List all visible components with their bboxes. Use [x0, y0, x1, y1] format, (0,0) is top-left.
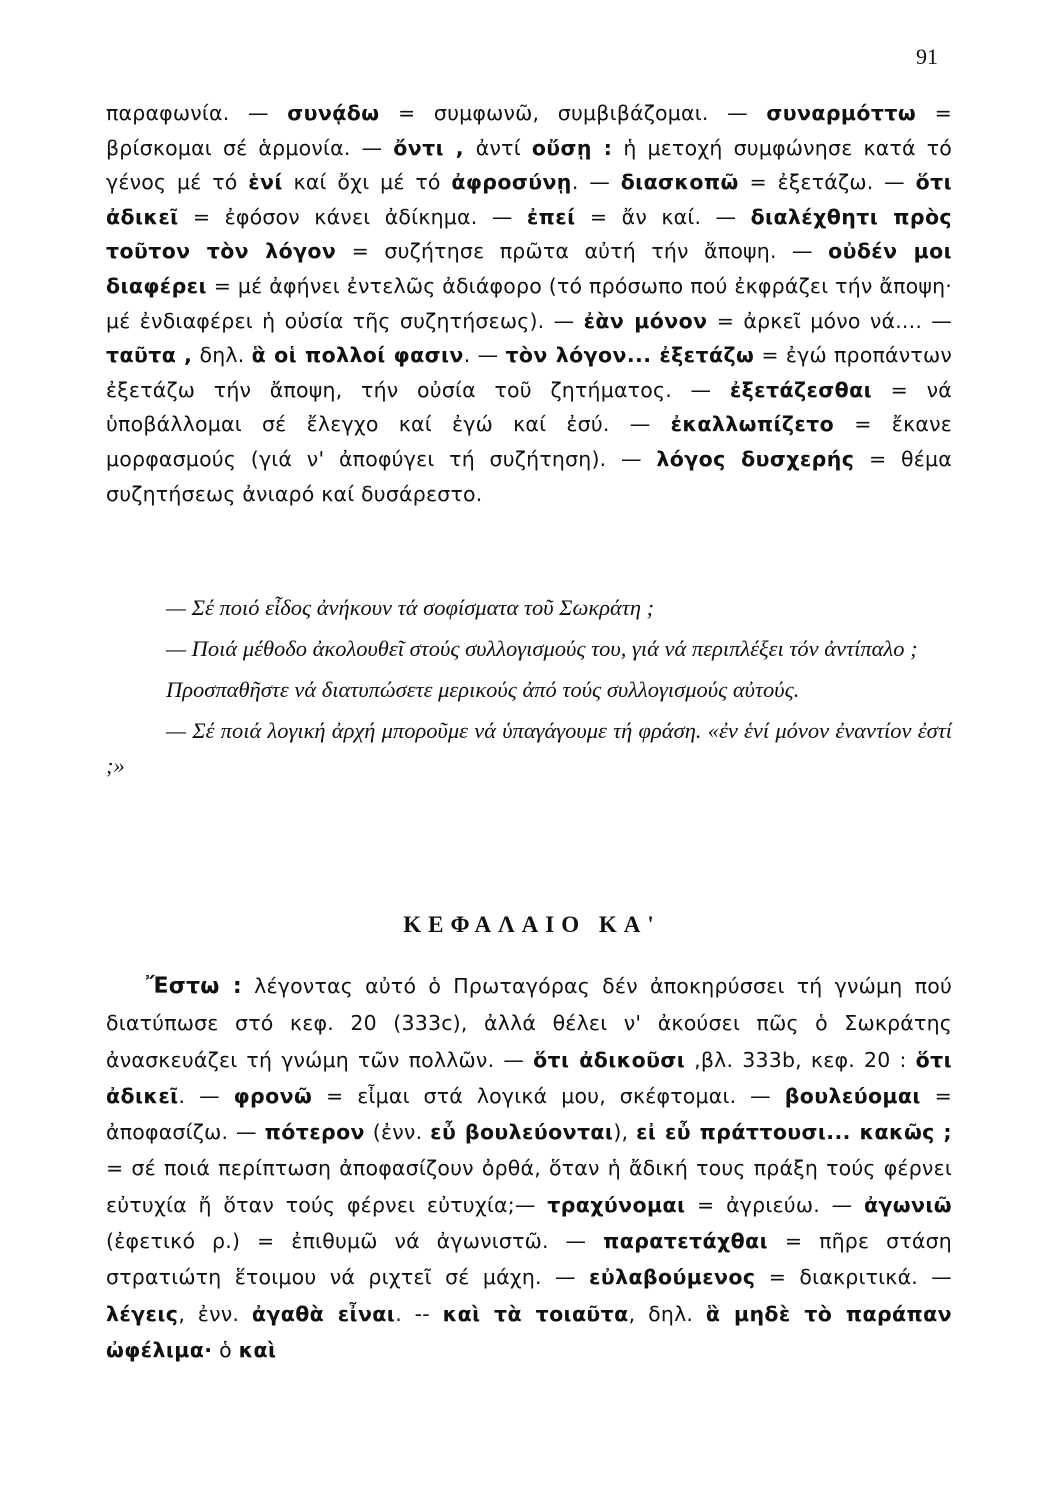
gloss-term: εἰ εὖ πράττουσι... κακῶς ;	[636, 1120, 952, 1145]
gloss-definition: = διακριτικά. —	[755, 1265, 952, 1290]
gloss-term: ὄντι ,	[393, 135, 476, 160]
gloss-term: ἃ μηδὲ τὸ παράπαν ὠφέλιμα·	[106, 1301, 952, 1362]
gloss-definition: = ἐξετάζω. —	[738, 170, 916, 195]
gloss-definition: . —	[571, 170, 621, 195]
question-3: Προσπαθῆστε νά διατυπώσετε μερικούς ἀπό τούς συλλογισμούς αὐτούς.	[166, 677, 800, 702]
gloss-definition: . --	[395, 1301, 443, 1326]
gloss-term: ἐπεί	[526, 204, 576, 229]
gloss-term: ἀφροσύνῃ	[451, 170, 572, 195]
gloss-term: ὅτι ἀδικεῖ	[106, 1047, 952, 1108]
gloss-term: καὶ	[238, 1337, 277, 1362]
gloss-term: οὔσῃ :	[531, 135, 613, 160]
gloss-term: ὅτι ἀδικεῖ	[106, 170, 952, 229]
gloss-term: διασκοπῶ	[620, 170, 739, 195]
gloss-term: συναρμόττω	[766, 101, 917, 125]
question-2: — Ποιά μέθοδο ἀκολουθεῖ στούς συλλογισμούς του, γιά νά περιπλέξει τόν ἀντίπαλο ;	[166, 636, 918, 661]
gloss-definition: . —	[463, 343, 506, 368]
gloss-term: παρατετάχθαι	[603, 1229, 768, 1254]
gloss-term: βουλεύομαι	[784, 1083, 921, 1108]
gloss-definition: = συζήτησε πρῶτα αὐτή τήν ἄποψη. —	[336, 239, 829, 264]
gloss-term: συνᾴδω	[287, 101, 380, 125]
gloss-term: καὶ τὰ τοιαῦτα	[442, 1301, 629, 1326]
gloss-definition: = συμφωνῶ, συμβιβάζομαι. —	[379, 101, 767, 125]
gloss-term: διαλέχθητι πρὸς τοῦτον τὸν λόγον	[106, 204, 952, 264]
gloss-term: πότερον	[264, 1120, 365, 1145]
gloss-definition: ὁ	[212, 1337, 239, 1362]
gloss-definition: ἀντί	[475, 135, 532, 160]
gloss-definition: = βρίσκομαι σέ ἁρμονία. —	[106, 101, 952, 160]
gloss-definition: = εἶμαι στά λογικά μου, σκέφτομαι. —	[312, 1083, 785, 1108]
gloss-definition: καί ὄχι μέ τό	[282, 170, 452, 195]
questions-section	[106, 590, 952, 789]
gloss-definition: ἡ μετοχή συμφώνησε κατά τό γένος μέ τό	[106, 135, 952, 195]
gloss-definition: = μέ ἀφήνει ἐντελῶς ἀδιάφορο (τό πρόσωπο πού ἐκφράζει τήν ἄποψη· μέ ἐνδιαφέρει ἡ οὐσία τῆς συζητήσεως). —	[106, 273, 952, 333]
gloss-definition: = θέμα συζητήσεως ἀνιαρό καί δυσάρεστο.	[106, 446, 952, 506]
gloss-term: λέγεις	[106, 1301, 179, 1326]
gloss-definition: ,βλ. 333b, κεφ. 20 :	[685, 1047, 916, 1072]
gloss-definition: = ἐγώ προπάντων ἐξετάζω τήν ἄποψη, τήν οὐσία τοῦ ζητήματος. —	[106, 343, 952, 402]
gloss-term: ἀγαθὰ εἶναι	[251, 1301, 396, 1326]
gloss-definition: = ἔκανε μορφασμούς (γιά ν' ἀποφύγει τή συζήτηση). —	[106, 412, 952, 471]
gloss-term: τραχύνομαι	[547, 1192, 686, 1217]
gloss-term: εὖ βουλεύονται	[430, 1120, 614, 1145]
gloss-definition: , δηλ.	[628, 1301, 706, 1326]
gloss-term: ἐὰν μόνον	[583, 308, 708, 333]
gloss-term: λόγος δυσχερής	[656, 446, 855, 471]
gloss-term: οὐδέν μοι διαφέρει	[106, 239, 953, 298]
gloss-definition: = ἄν καί. —	[575, 204, 751, 229]
gloss-section-1	[106, 96, 952, 511]
gloss-definition: λέγοντας αὐτό ὁ Πρωταγόρας δέν ἀποκηρύσσει τή γνώμη πού διατύπωσε στό κεφ. 20 (333c), ἀλλά θέλει ν' ἀκούσει πῶς ὁ Σωκράτης ἀνασκευάζει τή γνώμη τῶν πολλῶν. —	[106, 974, 952, 1072]
gloss-term: ταῦτα ,	[106, 343, 193, 368]
gloss-term: ἐξετάζεσθαι	[729, 377, 873, 402]
question-4: — Σέ ποιά λογική ἀρχή μποροῦμε νά ὑπαγάγουμε τή φράση. «ἐν ἑνί μόνον ἐναντίον ἐστί ;»	[106, 718, 952, 778]
gloss-definition: = ἀποφασίζω. —	[106, 1083, 953, 1145]
gloss-term: εὐλαβούμενος	[589, 1265, 756, 1290]
gloss-definition: . —	[178, 1083, 234, 1108]
gloss-section-2-first-word: Ἔστω :	[146, 974, 242, 999]
gloss-section-2-body	[106, 974, 952, 1362]
gloss-definition: ),	[613, 1120, 637, 1145]
gloss-definition: = πῆρε στάση στρατιώτη ἕτοιμου νά ριχτεῖ σέ μάχη. —	[106, 1229, 952, 1290]
gloss-definition: (ἐφετικό ρ.) = ἐπιθυμῶ νά ἀγωνιστῶ. —	[106, 1229, 604, 1254]
question-1: — Σέ ποιό εἶδος ἀνήκουν τά σοφίσματα τοῦ Σωκράτη ;	[166, 595, 655, 620]
gloss-term: ἐκαλλωπίζετο	[670, 412, 835, 437]
gloss-definition: , ἐνν.	[178, 1301, 252, 1326]
gloss-definition: παραφωνία. —	[106, 101, 288, 125]
gloss-term: ἑνί	[248, 170, 283, 195]
gloss-section-2	[106, 968, 952, 1368]
gloss-term: ἀγωνιῶ	[863, 1192, 952, 1217]
gloss-definition: δηλ.	[192, 343, 252, 368]
gloss-term: τὸν λόγον... ἐξετάζω	[505, 343, 755, 368]
gloss-definition: (ἐνν.	[364, 1120, 431, 1145]
gloss-definition: = ἀρκεῖ μόνο νά.... —	[707, 308, 953, 333]
gloss-definition: = ἀγριεύω. —	[685, 1192, 864, 1217]
gloss-term: φρονῶ	[233, 1083, 313, 1108]
gloss-term: ἃ οἱ πολλοί φασιν	[251, 343, 464, 368]
chapter-title: ΚΕΦΑΛΑΙΟ ΚΑ'	[403, 912, 661, 937]
gloss-definition: = σέ ποιά περίπτωση ἀποφασίζουν ὀρθά, ὅταν ἡ ἄδική τους πράξη τούς φέρνει εὐτυχία ἤ ὅταν τούς φέρνει εὐτυχία;—	[106, 1156, 952, 1217]
page-number: 91	[916, 44, 938, 69]
gloss-definition: = ἐφόσον κάνει ἀδίκημα. —	[178, 204, 527, 229]
gloss-term: ὅτι ἀδικοῦσι	[533, 1047, 686, 1072]
gloss-definition: = νά ὑποβάλλομαι σέ ἔλεγχο καί ἐγώ καί ἐσύ. —	[106, 377, 952, 437]
